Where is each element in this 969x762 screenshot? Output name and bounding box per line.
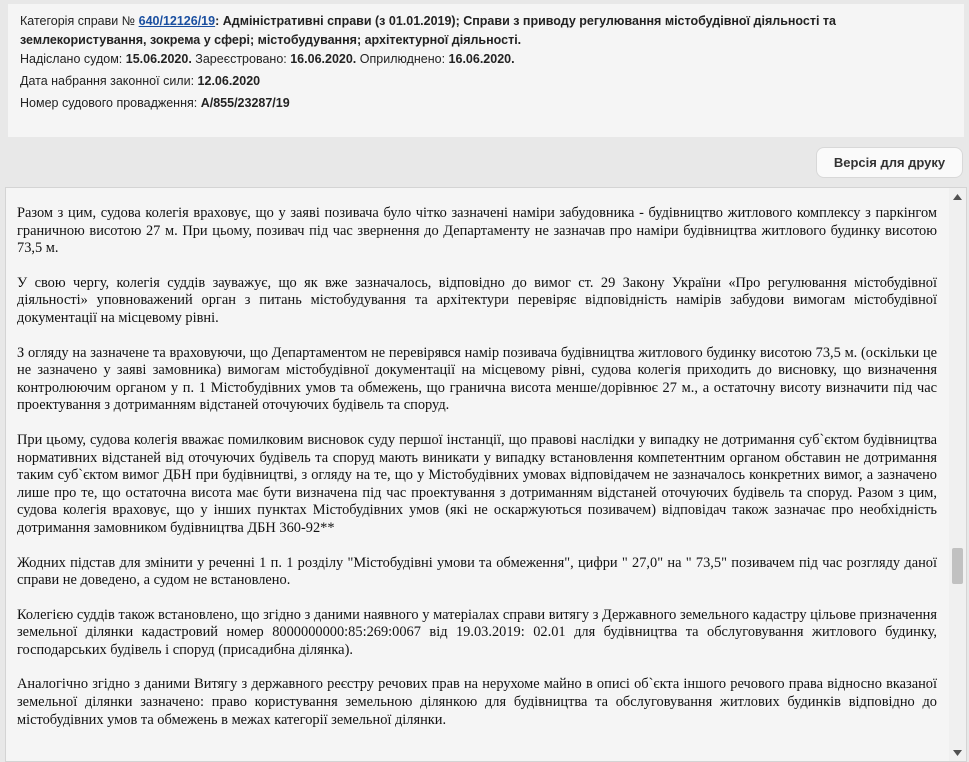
case-number-link[interactable]: 640/12126/19: [138, 14, 216, 28]
document-paragraph: Колегією суддів також встановлено, що згідно з даними наявного у матеріалах справи витягу з Державного земельного кадастру цільове призначення земельної ділянки кадастровий номер 8000000000:85:269:0067 від 19.03.2019: 02.01 для будівництва та обслуговування житлового будинку, господарських будівель і споруд (присадибна ділянка).: [17, 606, 937, 658]
document-paragraph: При цьому, судова колегія вважає помилковим висновок суду першої інстанції, що правові наслідки у випадку не дотримання суб`єктом будівництва нормативних відстаней від оточуючих будівель та споруд мають виникати у випадку встановлення компетентним органом обставин не дотримання таким суб`єктом вимог ДБН при будівництві, з огляду на те, що у Містобудівних умовах відповідачем не зазначалось конкретних вимог, а зазначено лише про те, що остаточна висота має бути визначена під час проектування з дотриманням відстаней оточуючих будівель та споруд. Разом з цим, судова колегія враховує, що у інших пунктах Містобудівних умов (які не оскаржуються позивачем) відповідач також зазначає про необхідність дотримання замовником будівництва ДБН 360-92**: [17, 431, 937, 536]
effective-label: Дата набрання законної сили:: [20, 74, 195, 88]
dates-line: [20, 50, 952, 69]
registered-date: 16.06.2020.: [290, 52, 357, 66]
effective-line: [20, 72, 952, 91]
published-label: Оприлюднено:: [359, 52, 446, 66]
document-paragraph: Разом з цим, судова колегія враховує, що у заяві позивача було чітко зазначені наміри забудовника - будівництво житлового комплексу з паркінгом граничною висотою 27 м. При цьому, позивач під час звернення до Департаменту не зазначав про наміри будівництва житлового будинку висотою 73,5 м.: [17, 205, 937, 257]
document-paragraph: У свою чергу, колегія суддів зауважує, що як вже зазначалось, відповідно до вимог ст. 29 Закону України «Про регулювання містобудівної діяльності» уповноважений орган з питань містобудування та архітектури перевіряє відповідність намірів забудови вимогам містобудівної документації на місцевому рівні.: [17, 274, 937, 326]
document-text: [17, 188, 937, 746]
proceeding-number: А/855/23287/19: [200, 96, 290, 110]
document-paragraph: З огляду на зазначене та враховуючи, що Департаментом не перевірявся намір позивача будівництва житлового будинку висотою 73,5 м. (оскільки це не зазначено у заяві замовника) вимогам містобудівної документації на місцевому рівні, судова колегія приходить до висновку, що визначення контролюючим органом у п. 1 Містобудівних умов та обмежень, що гранична висота менше/дорівнює 27 м., а остаточну висоту визначити під час проектування з дотриманням відстаней оточуючих будівель та споруд.: [17, 344, 937, 414]
vertical-scrollbar[interactable]: [949, 188, 966, 761]
document-frame[interactable]: [5, 187, 967, 762]
category-line-1: [20, 12, 952, 31]
registered-label: Зареєстровано:: [195, 52, 287, 66]
scroll-thumb[interactable]: [952, 548, 963, 584]
category-text-2: землекористування, зокрема у сфері; містобудування; архітектурної діяльності.: [20, 33, 522, 47]
scroll-up-icon[interactable]: [949, 188, 966, 205]
proceeding-line: [20, 94, 952, 113]
sent-date: 15.06.2020.: [125, 52, 192, 66]
document-paragraph: Жодних підстав для змінити у реченні 1 п. 1 розділу "Містобудівні умови та обмеження", цифри " 27,0" на " 73,5" позивачем під час розгляду даної справи не доведено, а судом не встановлено.: [17, 554, 937, 589]
category-line-2: [20, 31, 952, 50]
proceeding-label: Номер судового провадження:: [20, 96, 198, 110]
sent-label: Надіслано судом:: [20, 52, 123, 66]
category-text-1: : Адміністративні справи (з 01.01.2019); Справи з приводу регулювання містобудівної діяльності та: [215, 14, 836, 28]
published-date: 16.06.2020.: [448, 52, 515, 66]
effective-date: 12.06.2020: [197, 74, 261, 88]
scroll-down-icon[interactable]: [949, 744, 966, 761]
document-paragraph: Аналогічно згідно з даними Витягу з державного реєстру речових прав на нерухоме майно в описі об`єкта іншого речового права відносно вказаної земельної ділянки зазначено: право користування земельною ділянкою для будівництва та обслуговування житлових будинків відповідно до містобудівних умов та обмежень в межах категорії земельної ділянки.: [17, 676, 937, 728]
print-version-button[interactable]: Версія для друку: [816, 147, 963, 178]
category-label: Категорія справи №: [20, 14, 136, 28]
case-info-panel: [8, 4, 964, 137]
